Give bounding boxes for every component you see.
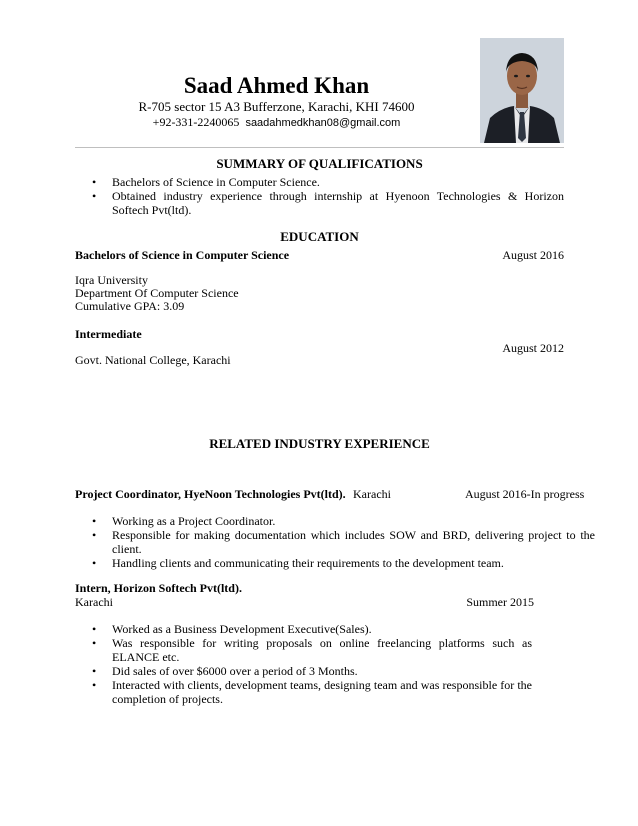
list-item: • Worked as a Business Development Executive(Sales). [75,622,532,636]
experience-heading: RELATED INDUSTRY EXPERIENCE [209,436,430,451]
list-item: • Interacted with clients, development teams, designing team and was responsible for the completion of projects. [75,678,532,706]
list-item: • Was responsible for writing proposals on online freelancing platforms such as ELANCE etc. [75,636,532,664]
degree-details [75,274,239,313]
list-item: • Responsible for making documentation which includes SOW and BRD, delivering project to the client. [75,528,595,556]
candidate-name: Saad Ahmed Khan [183,73,370,98]
job-duties-list [75,514,595,570]
address-line: R-705 sector 15 A3 Bufferzone, Karachi, KHI 74600 [138,99,415,114]
list-item: • Obtained industry experience through internship at Hyenoon Technologies & Horizon Softech Pvt(ltd). [75,189,564,217]
header-divider [75,147,564,148]
summary-heading: SUMMARY OF QUALIFICATIONS [216,156,423,171]
list-item: • Did sales of over $6000 over a period of 3 Months. [75,664,532,678]
job-title: Project Coordinator, HyeNoon Technologies Pvt(ltd). [75,487,346,501]
gpa-text: Cumulative GPA: 3.09 [75,299,185,313]
job-date: Summer 2015 [466,595,534,609]
email-address: saadahmedkhan08@gmail.com [245,117,401,129]
list-item: • Working as a Project Coordinator. [75,514,595,528]
institution-name: Iqra University [75,273,148,287]
department-name: Department Of Computer Science [75,286,239,300]
summary-list [75,175,564,217]
phone-number: +92-331-2240065 [152,115,240,129]
degree-title: Bachelors of Science in Computer Science [75,248,290,262]
job-duties-list [75,622,532,706]
contact-line [0,115,553,130]
education-heading: EDUCATION [280,229,359,244]
job-location: Karachi [353,487,391,501]
job-date: August 2016-In progress [465,487,585,501]
degree-date: August 2016 [502,248,564,262]
job-title: Intern, Horizon Softech Pvt(ltd). [75,581,242,595]
institution-name: Govt. National College, Karachi [75,353,231,367]
degree-date: August 2012 [502,341,564,355]
list-item: • Handling clients and communicating their requirements to the development team. [75,556,595,570]
person-portrait-icon [480,38,564,143]
job-location: Karachi [75,595,113,609]
degree-title: Intermediate [75,327,142,341]
list-item: • Bachelors of Science in Computer Science. [75,175,564,189]
profile-photo [480,38,564,143]
